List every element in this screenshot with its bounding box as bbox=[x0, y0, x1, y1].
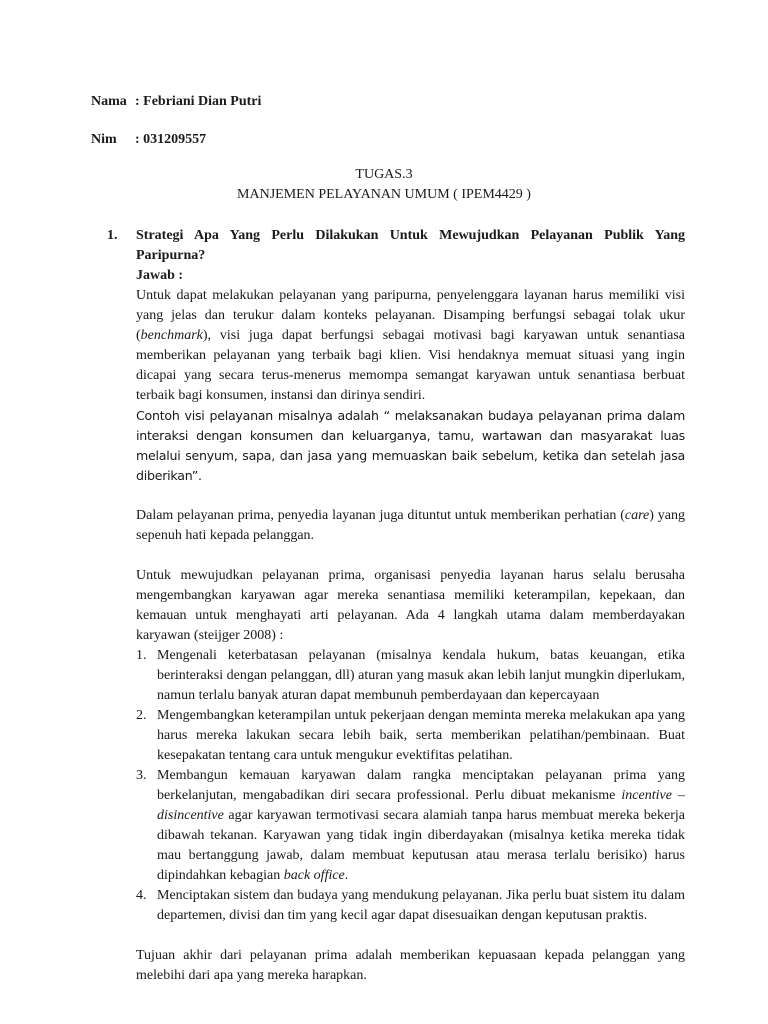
question-number: 1. bbox=[107, 228, 118, 243]
nim-row bbox=[91, 131, 206, 149]
step-item-4 bbox=[136, 886, 685, 926]
answer-label: Jawab : bbox=[136, 268, 184, 283]
nim-value: : 031209557 bbox=[135, 132, 207, 147]
step-item-3 bbox=[136, 766, 685, 886]
answer-paragraph-4: Untuk mewujudkan pelayanan prima, organisasi penyedia layanan harus selalu berusaha mengembangkan karyawan agar mereka senantiasa memiliki keterampilan, kepekaan, dan kemauan untuk menghayati arti pelayanan. Ada 4 langkah utama dalam memberdayakan karyawan (steijger 2008) : bbox=[136, 568, 685, 643]
course-title: MANJEMEN PELAYANAN UMUM ( IPEM4429 ) bbox=[237, 187, 531, 202]
step-number: 1. bbox=[136, 648, 147, 663]
benchmark-term: benchmark bbox=[140, 328, 203, 343]
step-item-2 bbox=[136, 706, 685, 766]
care-term: care bbox=[624, 508, 650, 523]
answer-paragraph-1: Untuk dapat melakukan pelayanan yang paripurna, penyelenggara layanan harus memiliki visi yang jelas dan terukur dalam konteks pelayanan. Disamping berfungsi sebagai tolak ukur (benchmark), visi juga dapat berfungsi sebagai motivasi bagi karyawan untuk senantiasa memberikan pelayanan yang terbaik bagi klien. Visi hendaknya memuat situasi yang ingin dicapai yang secara terus-menerus memompa semangat karyawan untuk senantiasa berbuat terbaik bagi konsumen, instansi dan dirinya sendiri. bbox=[136, 288, 685, 403]
name-row bbox=[91, 93, 261, 111]
step-text: Mengenali keterbatasan pelayanan (misalnya kendala hukum, batas keuangan, etika berinteraksi dengan pelanggan, dll) aturan yang masuk akan lebih lanjut mungkin diperlukam, namun terlalu banyak aturan dapat membunuh pemberdayaan dan kepercayaan bbox=[157, 648, 685, 703]
answer-paragraph-2: Contoh visi pelayanan misalnya adalah “ melaksanakan budaya pelayanan prima dalam interaksi dengan konsumen dan keluarganya, tamu, wartawan dan masyarakat luas melalui senyum, sapa, dan jasa yang memuaskan baik sebelum, ketika dan setelah jasa diberikan”. bbox=[136, 408, 685, 483]
nim-label: Nim bbox=[91, 132, 117, 147]
step-number: 4. bbox=[136, 888, 147, 903]
question-item bbox=[107, 226, 685, 986]
step-text: Menciptakan sistem dan budaya yang mendukung pelayanan. Jika perlu buat sistem itu dalam departemen, divisi dan tim yang kecil agar dapat disesuaikan dengan keputusan praktis. bbox=[157, 888, 685, 923]
answer-paragraph-5: Tujuan akhir dari pelayanan prima adalah memberikan kepuasaan kepada pelanggan yang melebihi dari apa yang mereka harapkan. bbox=[136, 948, 685, 983]
name-label: Nama bbox=[91, 94, 127, 109]
step-number: 3. bbox=[136, 768, 147, 783]
step-text: Membangun kemauan karyawan dalam rangka menciptakan pelayanan prima yang berkelanjutan, mengabadikan diri secara professional. Perlu dibuat mekanisme incentive – disincentive agar karyawan termotivasi secara alamiah tanpa harus membuat mereka bekerja dibawah tekanan. Karyawan yang tidak ingin diberdayakan (misalnya ketika mereka tidak mau bertanggung jawab, dalam membuat keputusan atau merasa terlalu berisiko) harus dipindahkan kebagian back office. bbox=[157, 768, 685, 883]
step-item-1 bbox=[136, 646, 685, 706]
steps-list bbox=[136, 646, 685, 926]
step-number: 2. bbox=[136, 708, 147, 723]
step-text: Mengembangkan keterampilan untuk pekerjaan dengan meminta mereka melakukan apa yang harus mereka lakukan secara lebih baik, serta memberikan pelatihan/pembinaan. Buat kesepakatan tentang cara untuk mengukur evektifitas pelatihan. bbox=[157, 708, 685, 763]
question-text: Strategi Apa Yang Perlu Dilakukan Untuk Mewujudkan Pelayanan Publik Yang Paripurna? bbox=[136, 228, 685, 263]
answer-paragraph-3: Dalam pelayanan prima, penyedia layanan juga dituntut untuk memberikan perhatian (care) yang sepenuh hati kepada pelanggan. bbox=[136, 508, 685, 543]
assignment-title: TUGAS.3 bbox=[355, 167, 413, 182]
name-value: : Febriani Dian Putri bbox=[135, 94, 262, 109]
question-body bbox=[136, 226, 685, 986]
